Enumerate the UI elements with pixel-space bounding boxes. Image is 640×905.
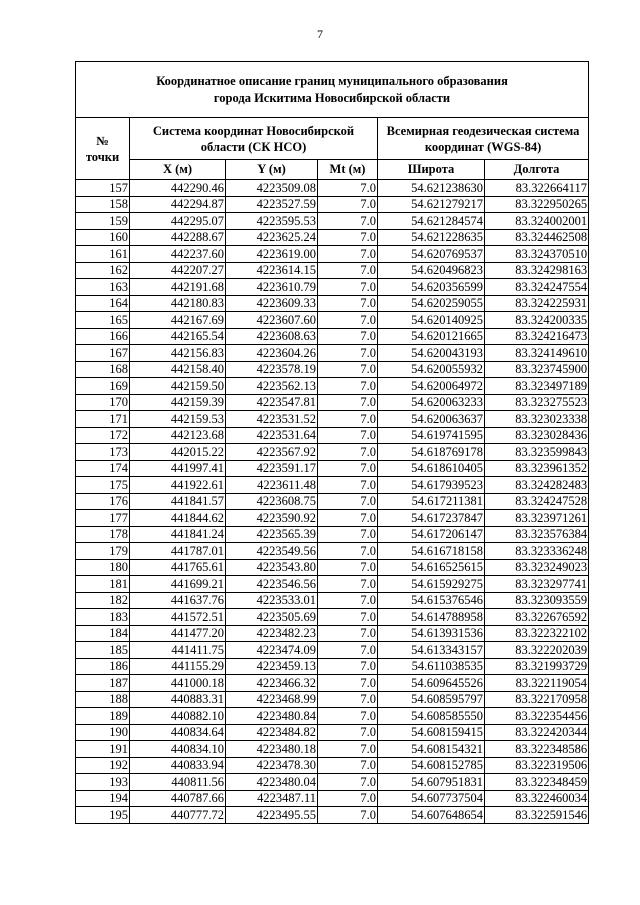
- table-row: [76, 642, 589, 659]
- x-cell: 440834.10: [130, 741, 226, 758]
- table-row: [76, 510, 589, 527]
- table-row: [76, 279, 589, 296]
- latitude-cell: 54.607737504: [378, 790, 485, 807]
- latitude-cell: 54.617211381: [378, 493, 485, 510]
- latitude-cell: 54.613343157: [378, 642, 485, 659]
- table-row: [76, 361, 589, 378]
- x-cell: 442015.22: [130, 444, 226, 461]
- longitude-cell: 83.324247528: [485, 493, 589, 510]
- mt-cell: 7.0: [318, 460, 378, 477]
- x-cell: 442156.83: [130, 345, 226, 362]
- latitude-cell: 54.621238630: [378, 180, 485, 197]
- latitude-cell: 54.613931536: [378, 625, 485, 642]
- y-cell: 4223610.79: [226, 279, 318, 296]
- y-cell: 4223562.13: [226, 378, 318, 395]
- longitude-cell: 83.323497189: [485, 378, 589, 395]
- column-longitude-header: Долгота: [485, 160, 589, 180]
- mt-cell: 7.0: [318, 229, 378, 246]
- title-line-1: Координатное описание границ муниципального образования: [156, 73, 508, 88]
- y-cell: 4223468.99: [226, 691, 318, 708]
- x-cell: 440883.31: [130, 691, 226, 708]
- point-number-cell: 161: [76, 246, 130, 263]
- table-row: [76, 477, 589, 494]
- x-cell: 440811.56: [130, 774, 226, 791]
- point-number-cell: 186: [76, 658, 130, 675]
- table-row: [76, 411, 589, 428]
- point-number-cell: 170: [76, 394, 130, 411]
- y-cell: 4223591.17: [226, 460, 318, 477]
- x-cell: 441844.62: [130, 510, 226, 527]
- longitude-cell: 83.323275523: [485, 394, 589, 411]
- longitude-cell: 83.323028436: [485, 427, 589, 444]
- point-number-cell: 169: [76, 378, 130, 395]
- x-cell: 442165.54: [130, 328, 226, 345]
- group-header-row: [76, 118, 589, 160]
- mt-cell: 7.0: [318, 675, 378, 692]
- mt-cell: 7.0: [318, 180, 378, 197]
- mt-cell: 7.0: [318, 262, 378, 279]
- longitude-cell: 83.322202039: [485, 642, 589, 659]
- table-row: [76, 741, 589, 758]
- y-cell: 4223546.56: [226, 576, 318, 593]
- y-cell: 4223531.52: [226, 411, 318, 428]
- y-cell: 4223614.15: [226, 262, 318, 279]
- y-cell: 4223478.30: [226, 757, 318, 774]
- latitude-cell: 54.620259055: [378, 295, 485, 312]
- mt-cell: 7.0: [318, 642, 378, 659]
- latitude-cell: 54.608152785: [378, 757, 485, 774]
- latitude-cell: 54.617939523: [378, 477, 485, 494]
- latitude-cell: 54.616718158: [378, 543, 485, 560]
- longitude-cell: 83.323599843: [485, 444, 589, 461]
- table-body: [76, 180, 589, 824]
- column-x-header: X (м): [130, 160, 226, 180]
- mt-cell: 7.0: [318, 328, 378, 345]
- point-number-cell: 182: [76, 592, 130, 609]
- mt-cell: 7.0: [318, 526, 378, 543]
- latitude-cell: 54.608159415: [378, 724, 485, 741]
- table-row: [76, 345, 589, 362]
- point-number-cell: 190: [76, 724, 130, 741]
- x-cell: 441997.41: [130, 460, 226, 477]
- mt-cell: 7.0: [318, 724, 378, 741]
- wgs-system-line-2: координат (WGS-84): [424, 139, 542, 154]
- mt-cell: 7.0: [318, 295, 378, 312]
- y-cell: 4223484.82: [226, 724, 318, 741]
- table-row: [76, 774, 589, 791]
- table-row: [76, 394, 589, 411]
- longitude-cell: 83.322170958: [485, 691, 589, 708]
- x-cell: 442159.50: [130, 378, 226, 395]
- table-row: [76, 229, 589, 246]
- latitude-cell: 54.616525615: [378, 559, 485, 576]
- latitude-cell: 54.620043193: [378, 345, 485, 362]
- table-row: [76, 543, 589, 560]
- table-row: [76, 295, 589, 312]
- point-number-cell: 176: [76, 493, 130, 510]
- point-number-cell: 165: [76, 312, 130, 329]
- longitude-cell: 83.324149610: [485, 345, 589, 362]
- longitude-cell: 83.324200335: [485, 312, 589, 329]
- mt-cell: 7.0: [318, 279, 378, 296]
- wgs-system-line-1: Всемирная геодезическая система: [386, 123, 580, 138]
- mt-cell: 7.0: [318, 196, 378, 213]
- longitude-cell: 83.324462508: [485, 229, 589, 246]
- latitude-cell: 54.607648654: [378, 807, 485, 824]
- x-cell: 440777.72: [130, 807, 226, 824]
- point-number-cell: 189: [76, 708, 130, 725]
- point-number-cell: 171: [76, 411, 130, 428]
- latitude-cell: 54.620121665: [378, 328, 485, 345]
- y-cell: 4223608.63: [226, 328, 318, 345]
- table-row: [76, 807, 589, 824]
- latitude-cell: 54.615929275: [378, 576, 485, 593]
- table-title: [76, 62, 589, 118]
- y-cell: 4223567.92: [226, 444, 318, 461]
- point-number-cell: 174: [76, 460, 130, 477]
- point-number-cell: 181: [76, 576, 130, 593]
- longitude-cell: 83.324298163: [485, 262, 589, 279]
- mt-cell: 7.0: [318, 378, 378, 395]
- table-row: [76, 427, 589, 444]
- point-number-cell: 187: [76, 675, 130, 692]
- y-cell: 4223578.19: [226, 361, 318, 378]
- longitude-cell: 83.322591546: [485, 807, 589, 824]
- longitude-cell: 83.322950265: [485, 196, 589, 213]
- mt-cell: 7.0: [318, 691, 378, 708]
- table-row: [76, 460, 589, 477]
- x-cell: 441637.76: [130, 592, 226, 609]
- longitude-cell: 83.322119054: [485, 675, 589, 692]
- longitude-cell: 83.322322102: [485, 625, 589, 642]
- longitude-cell: 83.323297741: [485, 576, 589, 593]
- longitude-cell: 83.324282483: [485, 477, 589, 494]
- x-cell: 442191.68: [130, 279, 226, 296]
- point-number-cell: 177: [76, 510, 130, 527]
- y-cell: 4223619.00: [226, 246, 318, 263]
- latitude-cell: 54.614788958: [378, 609, 485, 626]
- longitude-cell: 83.324216473: [485, 328, 589, 345]
- longitude-cell: 83.323093559: [485, 592, 589, 609]
- table-row: [76, 757, 589, 774]
- x-cell: 442207.27: [130, 262, 226, 279]
- latitude-cell: 54.620496823: [378, 262, 485, 279]
- y-cell: 4223549.56: [226, 543, 318, 560]
- coordinates-table: [75, 61, 589, 824]
- table-row: [76, 691, 589, 708]
- x-cell: 442295.07: [130, 213, 226, 230]
- table-row: [76, 196, 589, 213]
- mt-cell: 7.0: [318, 427, 378, 444]
- x-cell: 441765.61: [130, 559, 226, 576]
- table-row: [76, 592, 589, 609]
- point-number-cell: 192: [76, 757, 130, 774]
- table-row: [76, 724, 589, 741]
- y-cell: 4223533.01: [226, 592, 318, 609]
- y-cell: 4223505.69: [226, 609, 318, 626]
- mt-cell: 7.0: [318, 741, 378, 758]
- point-number-cell: 193: [76, 774, 130, 791]
- x-cell: 442180.83: [130, 295, 226, 312]
- latitude-cell: 54.608154321: [378, 741, 485, 758]
- table-row: [76, 675, 589, 692]
- point-number-cell: 157: [76, 180, 130, 197]
- mt-cell: 7.0: [318, 625, 378, 642]
- mt-cell: 7.0: [318, 312, 378, 329]
- latitude-cell: 54.620140925: [378, 312, 485, 329]
- x-cell: 440833.94: [130, 757, 226, 774]
- wgs-system-header: [378, 118, 589, 160]
- point-number-cell: 175: [76, 477, 130, 494]
- x-cell: 441787.01: [130, 543, 226, 560]
- table-row: [76, 378, 589, 395]
- mt-cell: 7.0: [318, 493, 378, 510]
- table-row: [76, 328, 589, 345]
- point-number-word: точки: [85, 149, 120, 164]
- y-cell: 4223459.13: [226, 658, 318, 675]
- table-row: [76, 790, 589, 807]
- latitude-cell: 54.621279217: [378, 196, 485, 213]
- latitude-cell: 54.618610405: [378, 460, 485, 477]
- y-cell: 4223474.09: [226, 642, 318, 659]
- longitude-cell: 83.322676592: [485, 609, 589, 626]
- table-row: [76, 493, 589, 510]
- y-cell: 4223487.11: [226, 790, 318, 807]
- table-row: [76, 526, 589, 543]
- point-number-cell: 158: [76, 196, 130, 213]
- point-number-header: [76, 118, 130, 180]
- x-cell: 442294.87: [130, 196, 226, 213]
- x-cell: 442159.53: [130, 411, 226, 428]
- x-cell: 440882.10: [130, 708, 226, 725]
- y-cell: 4223543.80: [226, 559, 318, 576]
- mt-cell: 7.0: [318, 510, 378, 527]
- y-cell: 4223625.24: [226, 229, 318, 246]
- longitude-cell: 83.324225931: [485, 295, 589, 312]
- point-number-cell: 168: [76, 361, 130, 378]
- column-latitude-header: Широта: [378, 160, 485, 180]
- mt-cell: 7.0: [318, 444, 378, 461]
- mt-cell: 7.0: [318, 477, 378, 494]
- table-row: [76, 262, 589, 279]
- point-number-cell: 159: [76, 213, 130, 230]
- y-cell: 4223595.53: [226, 213, 318, 230]
- table-row: [76, 312, 589, 329]
- table-row: [76, 708, 589, 725]
- longitude-cell: 83.322319506: [485, 757, 589, 774]
- mt-cell: 7.0: [318, 757, 378, 774]
- local-system-line-1: Система координат Новосибирской: [152, 123, 355, 138]
- point-number-cell: 172: [76, 427, 130, 444]
- y-cell: 4223547.81: [226, 394, 318, 411]
- point-number-cell: 173: [76, 444, 130, 461]
- point-number-cell: 178: [76, 526, 130, 543]
- latitude-cell: 54.617237847: [378, 510, 485, 527]
- y-cell: 4223466.32: [226, 675, 318, 692]
- x-cell: 442290.46: [130, 180, 226, 197]
- x-cell: 440834.64: [130, 724, 226, 741]
- longitude-cell: 83.324002001: [485, 213, 589, 230]
- longitude-cell: 83.324247554: [485, 279, 589, 296]
- mt-cell: 7.0: [318, 576, 378, 593]
- mt-cell: 7.0: [318, 345, 378, 362]
- longitude-cell: 83.323249023: [485, 559, 589, 576]
- table-row: [76, 625, 589, 642]
- mt-cell: 7.0: [318, 543, 378, 560]
- latitude-cell: 54.615376546: [378, 592, 485, 609]
- latitude-cell: 54.609645526: [378, 675, 485, 692]
- latitude-cell: 54.620064972: [378, 378, 485, 395]
- y-cell: 4223565.39: [226, 526, 318, 543]
- x-cell: 442237.60: [130, 246, 226, 263]
- table-row: [76, 444, 589, 461]
- latitude-cell: 54.611038535: [378, 658, 485, 675]
- y-cell: 4223611.48: [226, 477, 318, 494]
- point-number-cell: 179: [76, 543, 130, 560]
- mt-cell: 7.0: [318, 609, 378, 626]
- table-row: [76, 576, 589, 593]
- mt-cell: 7.0: [318, 559, 378, 576]
- longitude-cell: 83.323745900: [485, 361, 589, 378]
- table-title-row: [76, 62, 589, 118]
- y-cell: 4223482.23: [226, 625, 318, 642]
- longitude-cell: 83.322348459: [485, 774, 589, 791]
- longitude-cell: 83.323023338: [485, 411, 589, 428]
- x-cell: 441155.29: [130, 658, 226, 675]
- table-row: [76, 609, 589, 626]
- longitude-cell: 83.322460034: [485, 790, 589, 807]
- point-number-cell: 195: [76, 807, 130, 824]
- longitude-cell: 83.323336248: [485, 543, 589, 560]
- latitude-cell: 54.620063233: [378, 394, 485, 411]
- point-number-cell: 191: [76, 741, 130, 758]
- point-number-symbol: №: [96, 133, 109, 148]
- latitude-cell: 54.607951831: [378, 774, 485, 791]
- latitude-cell: 54.617206147: [378, 526, 485, 543]
- latitude-cell: 54.620055932: [378, 361, 485, 378]
- y-cell: 4223509.08: [226, 180, 318, 197]
- y-cell: 4223527.59: [226, 196, 318, 213]
- mt-cell: 7.0: [318, 708, 378, 725]
- y-cell: 4223608.75: [226, 493, 318, 510]
- latitude-cell: 54.619741595: [378, 427, 485, 444]
- x-cell: 442288.67: [130, 229, 226, 246]
- y-cell: 4223590.92: [226, 510, 318, 527]
- point-number-cell: 160: [76, 229, 130, 246]
- longitude-cell: 83.322420344: [485, 724, 589, 741]
- latitude-cell: 54.620063637: [378, 411, 485, 428]
- point-number-cell: 183: [76, 609, 130, 626]
- y-cell: 4223480.18: [226, 741, 318, 758]
- latitude-cell: 54.618769178: [378, 444, 485, 461]
- x-cell: 441411.75: [130, 642, 226, 659]
- mt-cell: 7.0: [318, 246, 378, 263]
- latitude-cell: 54.620769537: [378, 246, 485, 263]
- longitude-cell: 83.324370510: [485, 246, 589, 263]
- x-cell: 442159.39: [130, 394, 226, 411]
- table-row: [76, 180, 589, 197]
- point-number-cell: 164: [76, 295, 130, 312]
- column-y-header: Y (м): [226, 160, 318, 180]
- longitude-cell: 83.322354456: [485, 708, 589, 725]
- y-cell: 4223609.33: [226, 295, 318, 312]
- y-cell: 4223480.84: [226, 708, 318, 725]
- point-number-cell: 185: [76, 642, 130, 659]
- title-line-2: города Искитима Новосибирской области: [213, 90, 451, 105]
- x-cell: 442167.69: [130, 312, 226, 329]
- table-row: [76, 559, 589, 576]
- longitude-cell: 83.321993729: [485, 658, 589, 675]
- y-cell: 4223480.04: [226, 774, 318, 791]
- x-cell: 441477.20: [130, 625, 226, 642]
- page-number: 7: [317, 27, 323, 41]
- x-cell: 441841.57: [130, 493, 226, 510]
- latitude-cell: 54.608585550: [378, 708, 485, 725]
- point-number-cell: 162: [76, 262, 130, 279]
- mt-cell: 7.0: [318, 807, 378, 824]
- y-cell: 4223531.64: [226, 427, 318, 444]
- point-number-cell: 167: [76, 345, 130, 362]
- mt-cell: 7.0: [318, 658, 378, 675]
- mt-cell: 7.0: [318, 394, 378, 411]
- point-number-cell: 163: [76, 279, 130, 296]
- x-cell: 442123.68: [130, 427, 226, 444]
- point-number-cell: 188: [76, 691, 130, 708]
- local-system-line-2: области (СК НСО): [200, 139, 307, 154]
- point-number-cell: 166: [76, 328, 130, 345]
- x-cell: 441000.18: [130, 675, 226, 692]
- local-system-header: [130, 118, 378, 160]
- table-row: [76, 658, 589, 675]
- longitude-cell: 83.323961352: [485, 460, 589, 477]
- point-number-cell: 194: [76, 790, 130, 807]
- longitude-cell: 83.322664117: [485, 180, 589, 197]
- x-cell: 441572.51: [130, 609, 226, 626]
- longitude-cell: 83.323576384: [485, 526, 589, 543]
- y-cell: 4223495.55: [226, 807, 318, 824]
- table-row: [76, 246, 589, 263]
- x-cell: 441841.24: [130, 526, 226, 543]
- y-cell: 4223607.60: [226, 312, 318, 329]
- latitude-cell: 54.620356599: [378, 279, 485, 296]
- x-cell: 441699.21: [130, 576, 226, 593]
- column-mt-header: Mt (м): [318, 160, 378, 180]
- x-cell: 442158.40: [130, 361, 226, 378]
- latitude-cell: 54.621284574: [378, 213, 485, 230]
- mt-cell: 7.0: [318, 213, 378, 230]
- latitude-cell: 54.621228635: [378, 229, 485, 246]
- mt-cell: 7.0: [318, 361, 378, 378]
- x-cell: 440787.66: [130, 790, 226, 807]
- mt-cell: 7.0: [318, 411, 378, 428]
- longitude-cell: 83.322348586: [485, 741, 589, 758]
- table-row: [76, 213, 589, 230]
- latitude-cell: 54.608595797: [378, 691, 485, 708]
- y-cell: 4223604.26: [226, 345, 318, 362]
- longitude-cell: 83.323971261: [485, 510, 589, 527]
- point-number-cell: 180: [76, 559, 130, 576]
- mt-cell: 7.0: [318, 790, 378, 807]
- column-header-row: [76, 160, 589, 180]
- point-number-cell: 184: [76, 625, 130, 642]
- x-cell: 441922.61: [130, 477, 226, 494]
- mt-cell: 7.0: [318, 774, 378, 791]
- mt-cell: 7.0: [318, 592, 378, 609]
